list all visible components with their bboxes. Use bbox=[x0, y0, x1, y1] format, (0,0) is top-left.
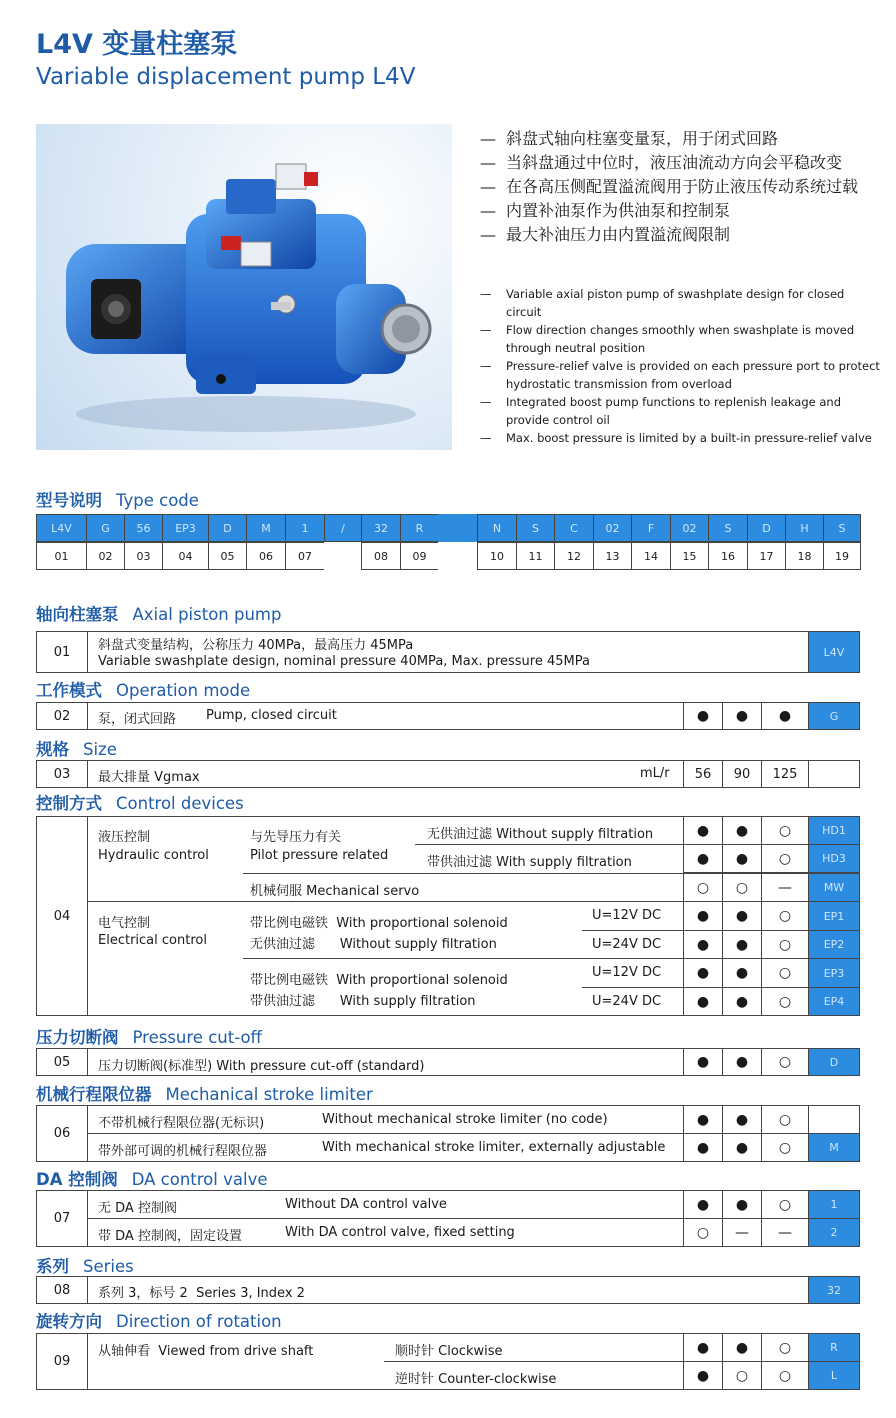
availability-mark: ● bbox=[722, 1105, 762, 1134]
type-code-value: 02 bbox=[593, 514, 632, 542]
rotation-text: 从轴伸看 Viewed from drive shaft bbox=[98, 1344, 314, 1359]
section-heading-size: 规格 Size bbox=[36, 740, 117, 759]
availability-mark: ● bbox=[683, 1105, 723, 1134]
da-r2-en: With DA control valve, fixed setting bbox=[285, 1225, 515, 1240]
code-cell: EP1 bbox=[808, 901, 860, 931]
type-code-position: 04 bbox=[162, 542, 209, 570]
availability-mark: ● bbox=[722, 1048, 762, 1076]
section-heading-operation: 工作模式 Operation mode bbox=[36, 681, 251, 700]
row-number: 03 bbox=[53, 766, 71, 782]
type-code-position: 12 bbox=[554, 542, 594, 570]
hydraulic-en: Hydraulic control bbox=[98, 848, 209, 863]
row-number: 04 bbox=[53, 908, 71, 924]
availability-mark: ● bbox=[683, 1361, 723, 1390]
availability-mark: ● bbox=[722, 958, 762, 988]
availability-mark: — bbox=[761, 1218, 809, 1247]
type-code-position: 07 bbox=[285, 542, 325, 570]
code-cell: G bbox=[808, 702, 860, 730]
operation-text-en: Pump, closed circuit bbox=[206, 708, 337, 723]
availability-mark: ● bbox=[683, 816, 723, 845]
availability-mark: ● bbox=[683, 987, 723, 1016]
bullet-list-en bbox=[480, 285, 880, 447]
type-code-value: 02 bbox=[670, 514, 709, 542]
type-code-value: S bbox=[516, 514, 555, 542]
size-value: 125 bbox=[761, 760, 809, 788]
row-number: 08 bbox=[53, 1282, 71, 1298]
type-code-position: 08 bbox=[361, 542, 401, 570]
bullet-en: — Max. boost pressure is limited by a built-in pressure-relief valve bbox=[480, 429, 880, 447]
bullet-cn: — 斜盘式轴向柱塞变量泵，用于闭式回路 bbox=[480, 127, 880, 151]
type-code-position: 13 bbox=[593, 542, 632, 570]
availability-mark: ● bbox=[761, 702, 809, 730]
electrical-en: Electrical control bbox=[98, 933, 207, 948]
availability-mark: ○ bbox=[761, 930, 809, 959]
section-heading-pressure: 压力切断阀 Pressure cut-off bbox=[36, 1028, 262, 1047]
size-unit: mL/r bbox=[640, 766, 670, 781]
availability-mark: ○ bbox=[761, 1361, 809, 1390]
r1-text: 无供油过滤 Without supply filtration bbox=[427, 827, 654, 842]
bullet-en: — Flow direction changes smoothly when swashplate is moved through neutral position bbox=[480, 321, 880, 357]
row-number: 09 bbox=[53, 1354, 71, 1369]
bullet-list-cn bbox=[480, 127, 880, 247]
stroke-r2-cn: 带外部可调的机械行程限位器 bbox=[98, 1144, 268, 1159]
type-code-value: L4V bbox=[36, 514, 87, 542]
type-code-value: S bbox=[708, 514, 748, 542]
availability-mark: ○ bbox=[761, 1105, 809, 1134]
availability-mark: ● bbox=[722, 930, 762, 959]
availability-mark: ● bbox=[683, 1333, 723, 1362]
r2-text: 带供油过滤 With supply filtration bbox=[427, 855, 632, 870]
section-heading-da: DA 控制阀 DA control valve bbox=[36, 1170, 268, 1189]
availability-mark: ● bbox=[722, 702, 762, 730]
type-code-value: F bbox=[631, 514, 671, 542]
rotation-cw: 顺时针 Clockwise bbox=[395, 1344, 503, 1359]
type-code-position: 09 bbox=[400, 542, 439, 570]
electrical-cn: 电气控制 bbox=[98, 916, 151, 931]
code-cell: EP3 bbox=[808, 958, 860, 988]
type-code-position: 16 bbox=[708, 542, 748, 570]
type-code-position: 15 bbox=[670, 542, 709, 570]
type-code-value: 56 bbox=[124, 514, 163, 542]
code-cell: 1 bbox=[808, 1190, 860, 1219]
type-code-value: EP3 bbox=[162, 514, 209, 542]
availability-mark: — bbox=[722, 1218, 762, 1247]
type-code-position: 06 bbox=[246, 542, 286, 570]
row-number: 07 bbox=[53, 1211, 71, 1226]
type-code-value: 1 bbox=[285, 514, 325, 542]
pump-photo bbox=[36, 124, 452, 450]
series-text: 系列 3，标号 2 Series 3, Index 2 bbox=[98, 1286, 305, 1301]
stroke-r1-en: Without mechanical stroke limiter (no code) bbox=[322, 1112, 608, 1127]
availability-mark: ● bbox=[683, 901, 723, 931]
type-code-value: / bbox=[324, 514, 362, 542]
pump-illustration bbox=[36, 124, 452, 450]
code-cell: D bbox=[808, 1048, 860, 1076]
availability-mark: ○ bbox=[722, 1361, 762, 1390]
code-cell: EP4 bbox=[808, 987, 860, 1016]
type-code-value: R bbox=[400, 514, 439, 542]
availability-mark: ○ bbox=[683, 873, 723, 902]
voltage: U=24V DC bbox=[592, 994, 662, 1009]
page-title-en: Variable displacement pump L4V bbox=[36, 64, 416, 90]
availability-mark: ● bbox=[683, 958, 723, 988]
type-code-position: 11 bbox=[516, 542, 555, 570]
g1-line2: 无供油过滤 Without supply filtration bbox=[250, 937, 497, 952]
stroke-r1-cn: 不带机械行程限位器(无标识) bbox=[98, 1116, 265, 1131]
voltage: U=24V DC bbox=[592, 937, 662, 952]
section-heading-axial: 轴向柱塞泵 Axial piston pump bbox=[36, 605, 282, 624]
bullet-en: — Pressure-relief valve is provided on each pressure port to protect hydrostatic transmission from overload bbox=[480, 357, 880, 393]
type-code-position: 01 bbox=[36, 542, 87, 570]
bullet-cn: — 内置补油泵作为供油泵和控制泵 bbox=[480, 199, 880, 223]
type-code-position: 02 bbox=[86, 542, 125, 570]
availability-mark: ● bbox=[722, 816, 762, 845]
availability-mark: ● bbox=[683, 1048, 723, 1076]
code-cell: M bbox=[808, 1133, 860, 1162]
g1-line1: 带比例电磁铁 With proportional solenoid bbox=[250, 916, 508, 931]
code-cell: 2 bbox=[808, 1218, 860, 1247]
type-code-value: D bbox=[747, 514, 786, 542]
voltage: U=12V DC bbox=[592, 908, 662, 923]
section-heading-control: 控制方式 Control devices bbox=[36, 794, 244, 813]
type-code-value: D bbox=[208, 514, 247, 542]
availability-mark: ○ bbox=[761, 816, 809, 845]
pilot-en: Pilot pressure related bbox=[250, 848, 389, 863]
availability-mark: ○ bbox=[761, 901, 809, 931]
bullet-en: — Integrated boost pump functions to replenish leakage and provide control oil bbox=[480, 393, 880, 429]
row-number: 01 bbox=[53, 644, 71, 660]
availability-mark: ○ bbox=[761, 1333, 809, 1362]
size-text: 最大排量 Vgmax bbox=[98, 770, 200, 785]
axial-text-en: Variable swashplate design, nominal pressure 40MPa, Max. pressure 45MPa bbox=[98, 654, 590, 669]
bullet-cn: — 最大补油压力由内置溢流阀限制 bbox=[480, 223, 880, 247]
availability-mark: ○ bbox=[761, 844, 809, 873]
availability-mark: ● bbox=[683, 1133, 723, 1162]
type-code-gap bbox=[438, 542, 478, 570]
availability-mark: ● bbox=[722, 1133, 762, 1162]
type-code-position: 03 bbox=[124, 542, 163, 570]
g2-line2: 带供油过滤 With supply filtration bbox=[250, 994, 476, 1009]
type-code-position: 18 bbox=[785, 542, 824, 570]
availability-mark: ○ bbox=[683, 1218, 723, 1247]
bullet-cn: — 在各高压侧配置溢流阀用于防止液压传动系统过载 bbox=[480, 175, 880, 199]
code-cell: EP2 bbox=[808, 930, 860, 959]
type-code-value: C bbox=[554, 514, 594, 542]
availability-mark: ● bbox=[683, 930, 723, 959]
code-cell: HD1 bbox=[808, 816, 860, 845]
section-heading-series: 系列 Series bbox=[36, 1257, 134, 1276]
r3-text: 机械伺服 Mechanical servo bbox=[250, 884, 420, 899]
g2-line1: 带比例电磁铁 With proportional solenoid bbox=[250, 973, 508, 988]
size-value: 90 bbox=[722, 760, 762, 788]
pilot-cn: 与先导压力有关 bbox=[250, 830, 342, 845]
type-code-value: H bbox=[785, 514, 824, 542]
stroke-r2-en: With mechanical stroke limiter, externally adjustable bbox=[322, 1140, 666, 1155]
availability-mark: ○ bbox=[761, 987, 809, 1016]
code-cell: L4V bbox=[808, 631, 860, 673]
code-cell: R bbox=[808, 1333, 860, 1362]
bullet-en: — Variable axial piston pump of swashplate design for closed circuit bbox=[480, 285, 880, 321]
section-heading-rotation: 旋转方向 Direction of rotation bbox=[36, 1312, 282, 1331]
section-heading-type-code: 型号说明 Type code bbox=[36, 491, 199, 510]
type-code-value: S bbox=[823, 514, 861, 542]
type-code-gap bbox=[438, 514, 478, 542]
row-number: 06 bbox=[53, 1126, 71, 1141]
type-code-position: 10 bbox=[477, 542, 517, 570]
axial-text-cn: 斜盘式变量结构，公称压力 40MPa，最高压力 45MPa bbox=[98, 638, 414, 653]
code-cell: L bbox=[808, 1361, 860, 1390]
code-cell: HD3 bbox=[808, 844, 860, 873]
row-number: 02 bbox=[53, 708, 71, 724]
size-value: 56 bbox=[683, 760, 723, 788]
type-code-position bbox=[324, 542, 362, 570]
bullet-cn: — 当斜盘通过中位时，液压油流动方向会平稳改变 bbox=[480, 151, 880, 175]
voltage: U=12V DC bbox=[592, 965, 662, 980]
availability-mark: ● bbox=[722, 901, 762, 931]
availability-mark: ● bbox=[722, 987, 762, 1016]
availability-mark: ● bbox=[683, 702, 723, 730]
code-cell: MW bbox=[808, 873, 860, 902]
type-code-position: 19 bbox=[823, 542, 861, 570]
type-code-position: 05 bbox=[208, 542, 247, 570]
da-r1-cn: 无 DA 控制阀 bbox=[98, 1201, 177, 1216]
availability-mark: ○ bbox=[761, 958, 809, 988]
da-r1-en: Without DA control valve bbox=[285, 1197, 447, 1212]
type-code-value: 32 bbox=[361, 514, 401, 542]
availability-mark: ● bbox=[683, 1190, 723, 1219]
operation-text-cn: 泵，闭式回路 bbox=[98, 712, 177, 727]
type-code-position: 17 bbox=[747, 542, 786, 570]
availability-mark: ● bbox=[722, 844, 762, 873]
type-code-value: G bbox=[86, 514, 125, 542]
type-code-position: 14 bbox=[631, 542, 671, 570]
availability-mark: — bbox=[761, 873, 809, 902]
type-code-value: N bbox=[477, 514, 517, 542]
availability-mark: ● bbox=[722, 1190, 762, 1219]
hydraulic-cn: 液压控制 bbox=[98, 830, 151, 845]
availability-mark: ○ bbox=[761, 1133, 809, 1162]
availability-mark: ○ bbox=[722, 873, 762, 902]
section-heading-stroke: 机械行程限位器 Mechanical stroke limiter bbox=[36, 1085, 373, 1104]
da-r2-cn: 带 DA 控制阀，固定设置 bbox=[98, 1229, 242, 1244]
row-number: 05 bbox=[53, 1054, 71, 1070]
availability-mark: ● bbox=[722, 1333, 762, 1362]
availability-mark: ○ bbox=[761, 1048, 809, 1076]
availability-mark: ○ bbox=[761, 1190, 809, 1219]
pressure-text: 压力切断阀(标准型) With pressure cut-off (standard) bbox=[98, 1059, 425, 1074]
rotation-ccw: 逆时针 Counter-clockwise bbox=[395, 1372, 557, 1387]
availability-mark: ● bbox=[683, 844, 723, 873]
page-title-cn: L4V 变量柱塞泵 bbox=[36, 29, 238, 60]
type-code-value: M bbox=[246, 514, 286, 542]
code-cell: 32 bbox=[808, 1276, 860, 1304]
